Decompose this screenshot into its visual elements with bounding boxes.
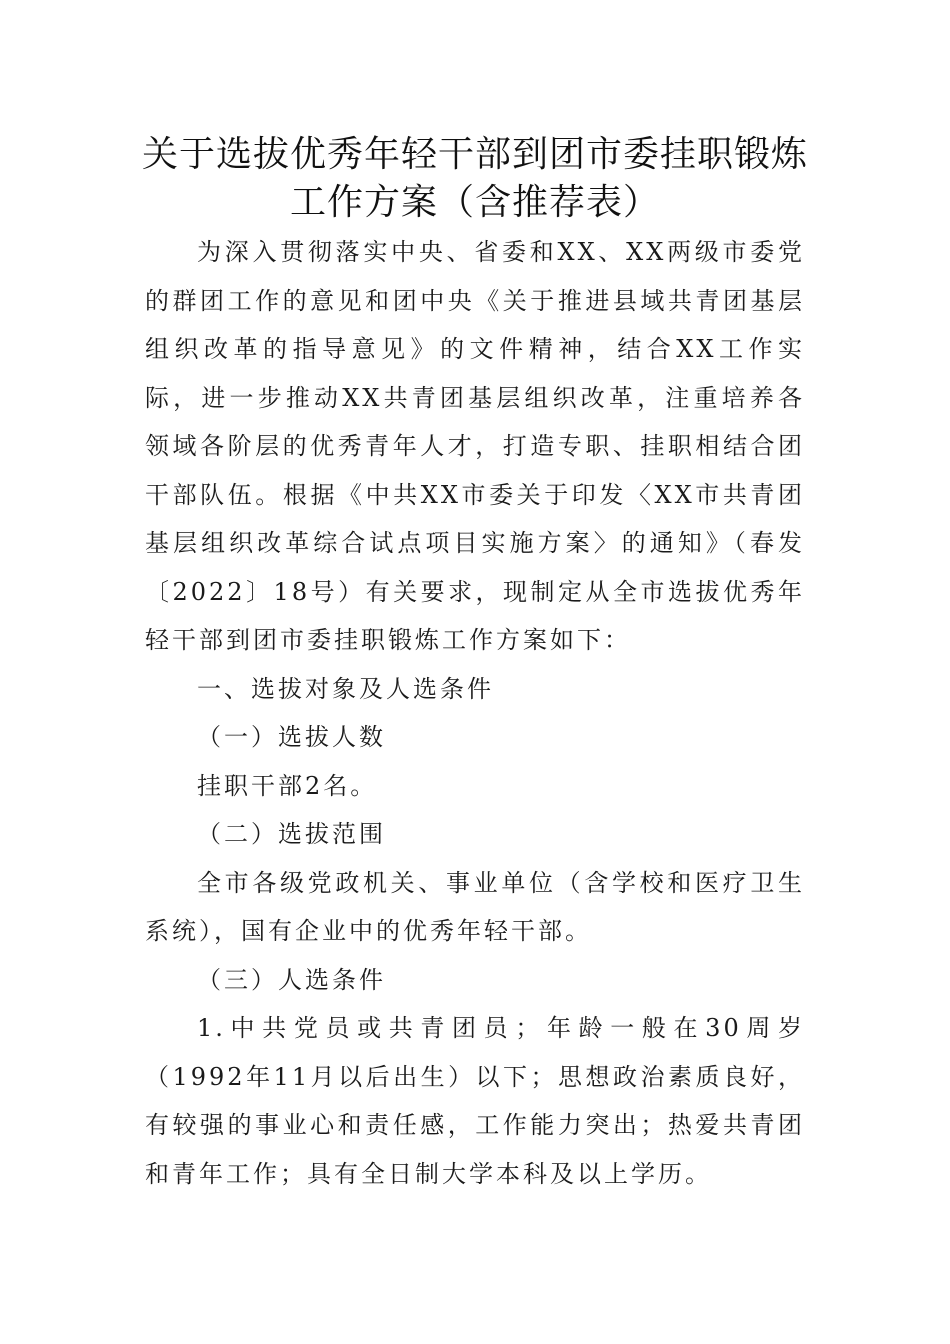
- selection-count-paragraph: 挂职干部2名。: [197, 771, 378, 800]
- document-title-line-2: 工作方案（含推荐表）: [289, 182, 660, 223]
- document-title-line-1: 关于选拔优秀年轻干部到团市委挂职锻炼: [141, 134, 808, 175]
- subsection-heading-3: （三）人选条件: [197, 965, 386, 994]
- subsection-heading-2: （二）选拔范围: [197, 820, 386, 848]
- intro-paragraph: 为深入贯彻落实中央、省委和XX、XX两级市委党的群团工作的意见和团中央《关于推进县域共青团基层组织改革的指导意见》的文件精神，结合XX工作实际，进一步推动XX共青团基层组织改革，注重培养各领域各阶层的优秀青年人才，打造专职、挂职相结合团干部队伍。根据《中共XX市委关于印发〈XX市共青团基层组织改革综合试点项目实施方案〉的通知》（春发〔2022〕18号）有关要求，现制定从全市选拔优秀年轻干部到团市委挂职锻炼工作方案如下：: [145, 238, 805, 654]
- document-body: [145, 228, 805, 1198]
- subsection-heading-1: （一）选拔人数: [197, 723, 386, 751]
- section-heading-1: 一、选拔对象及人选条件: [197, 674, 494, 703]
- selection-scope-paragraph: 全市各级党政机关、事业单位（含学校和医疗卫生系统），国有企业中的优秀年轻干部。: [145, 868, 805, 945]
- condition-item-1: 1.中共党员或共青团员；年龄一般在30周岁（1992年11月以后出生）以下；思想政治素质良好，有较强的事业心和责任感，工作能力突出；热爱共青团和青年工作；具有全日制大学本科及以上学历。: [145, 1014, 805, 1188]
